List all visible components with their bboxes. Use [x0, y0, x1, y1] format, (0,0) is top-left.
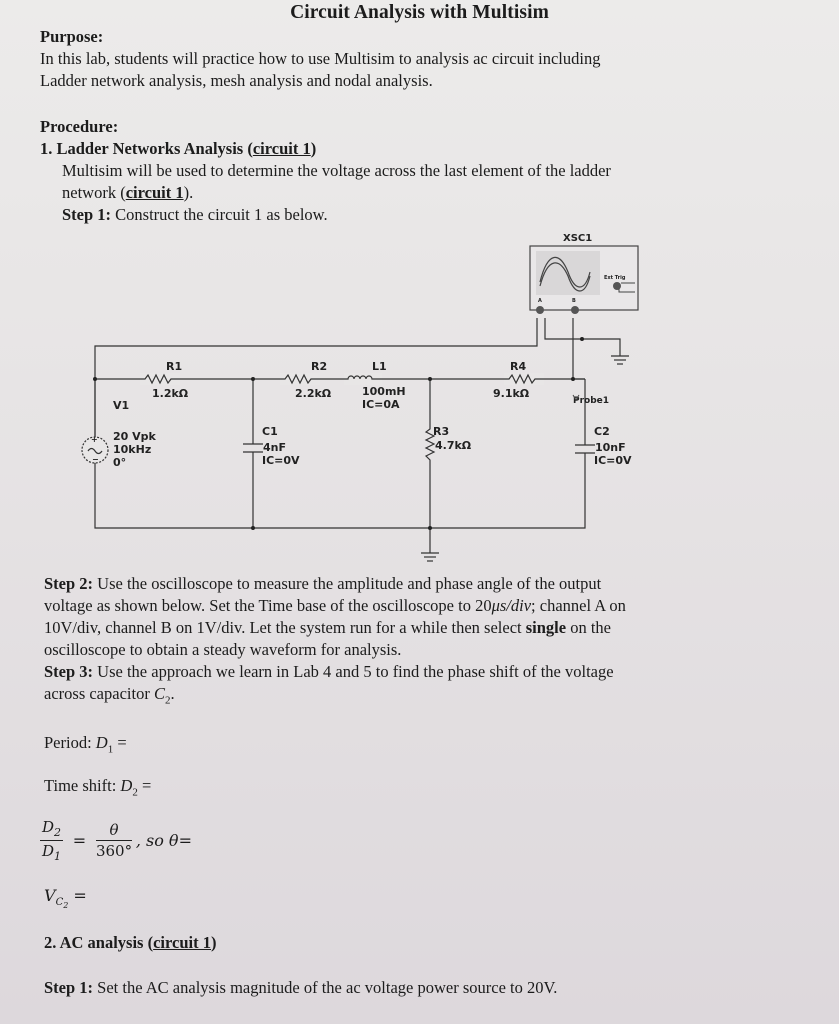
svg-text:+: +	[91, 435, 98, 444]
r3-label: R3	[433, 425, 450, 438]
v1-frequency: 10kHz	[113, 443, 152, 456]
v1-label: V1	[113, 399, 130, 412]
step-2-line-4: oscilloscope to obtain a steady waveform for analysis.	[44, 640, 402, 659]
step-1-text: Construct the circuit 1 as below.	[111, 205, 328, 224]
step-1-label: Step 1:	[62, 205, 112, 224]
step-3-line-2	[44, 683, 804, 711]
theta-over-360	[96, 821, 132, 860]
section-2-step-1-text: Set the AC analysis magnitude of the ac voltage power source to 20V.	[93, 978, 558, 997]
r4-label: R4	[510, 360, 527, 373]
step-2-line-1	[44, 573, 804, 595]
section-2-heading	[44, 933, 217, 953]
vc2-var: V	[44, 886, 56, 905]
step-2-text-2: voltage as shown below. Set the Time base of the oscilloscope to 20	[44, 596, 492, 615]
step-3-text-1: Use the approach we learn in Lab 4 and 5 to find the phase shift of the voltage	[93, 662, 614, 681]
desc-line-1: Multisim will be used to determine the voltage across the last element of the ladder	[62, 161, 611, 180]
step-3-text-2b: .	[170, 684, 175, 703]
ratio-den-sub: 1	[54, 850, 62, 863]
deg-den: 360°	[95, 842, 133, 860]
probe-label: Probe1	[573, 396, 610, 406]
vc2-sub: C	[55, 897, 64, 909]
so-theta: , so θ=	[135, 831, 192, 850]
vc2-line	[44, 886, 87, 910]
v1-phase: 0°	[113, 456, 127, 469]
scope-ext-trig: Ext Trig	[604, 275, 626, 281]
oscilloscope-label: XSC1	[563, 233, 593, 244]
step-2-text-3b: on the	[566, 618, 612, 637]
c2-value: 10nF	[595, 441, 626, 454]
phase-ratio-equation	[40, 818, 192, 863]
r4-value: 9.1kΩ	[493, 387, 530, 400]
time-shift-sub: 2	[132, 786, 138, 799]
c1-label: C1	[262, 425, 278, 438]
section-1-description	[62, 160, 611, 226]
desc-line-2-post: ).	[183, 183, 194, 202]
scope-channel-a: A	[538, 298, 542, 304]
period-sub: 1	[107, 743, 114, 756]
step-2-text-1: Use the oscilloscope to measure the amplitude and phase angle of the output	[93, 574, 602, 593]
step-2-text-2b: ; channel A on	[531, 596, 626, 615]
c2-label: C2	[594, 425, 610, 438]
procedure-heading: Procedure:	[40, 117, 119, 136]
time-shift-var: D	[120, 776, 133, 795]
period-line	[44, 732, 127, 760]
c2-sub: 2	[164, 694, 171, 707]
ratio-num-sub: 2	[54, 826, 62, 839]
section-1-close: )	[310, 139, 317, 158]
ground-icon-circuit	[421, 553, 439, 561]
theta-num: θ	[96, 821, 132, 841]
desc-line-2	[62, 182, 611, 204]
l1-value: 100mH	[362, 385, 406, 398]
r1-value: 1.2kΩ	[152, 387, 189, 400]
circuit-1-link-ac[interactable]: circuit 1	[153, 933, 211, 952]
time-shift-label: Time shift:	[44, 776, 121, 795]
d2-over-d1	[40, 818, 63, 863]
r2-value: 2.2kΩ	[295, 387, 332, 400]
circuit-1-link-inline[interactable]: circuit 1	[125, 183, 184, 202]
ratio-den-var: D	[42, 842, 55, 860]
vc2-eq: =	[68, 886, 87, 905]
period-label: Period:	[44, 733, 96, 752]
step-2-text-3: 10V/div, channel B on 1V/div. Let the system run for a while then select	[44, 618, 526, 637]
c1-ic: IC=0V	[262, 454, 300, 467]
l1-ic: IC=0A	[362, 398, 400, 411]
c1-value: 4nF	[263, 441, 286, 454]
step-3-line-1	[44, 661, 804, 683]
bottom-wire	[95, 379, 585, 528]
period-eq: =	[113, 733, 127, 752]
circuit-1-link[interactable]: circuit 1	[252, 139, 311, 158]
period-var: D	[95, 733, 108, 752]
step-1-line	[62, 204, 611, 226]
page-title: Circuit Analysis with Multisim	[290, 2, 549, 23]
step-2-label: Step 2:	[44, 574, 94, 593]
steps-2-3	[44, 573, 804, 711]
purpose-heading: Purpose:	[40, 27, 104, 46]
step-2-line-3	[44, 617, 804, 639]
l1-label: L1	[372, 360, 387, 373]
section-2-close: )	[211, 933, 217, 952]
step-3-text-2: across capacitor	[44, 684, 154, 703]
time-base-unit: μs/div	[491, 596, 532, 615]
r2-label: R2	[311, 360, 328, 373]
section-2-title: 2. AC analysis (	[44, 933, 154, 952]
purpose-text	[40, 48, 820, 92]
desc-line-2-pre: network (	[62, 183, 126, 202]
v1-amplitude: 20 Vpk	[113, 430, 156, 443]
section-2-step-1	[44, 977, 557, 999]
r3-value: 4.7kΩ	[435, 439, 472, 452]
step-2-line-2	[44, 595, 804, 617]
section-2-step-1-label: Step 1:	[44, 978, 94, 997]
c2-var: C	[153, 684, 165, 703]
section-1-heading	[40, 139, 316, 159]
purpose-line-2: Ladder network analysis, mesh analysis and nodal analysis.	[40, 71, 433, 90]
svg-text:−: −	[92, 455, 99, 464]
section-1-title: 1. Ladder Networks Analysis (	[40, 139, 253, 158]
time-shift-eq: =	[137, 776, 152, 795]
single-keyword: single	[525, 618, 567, 637]
ground-icon-scope	[611, 356, 629, 364]
ratio-equals: =	[72, 831, 87, 850]
time-shift-line	[44, 775, 151, 803]
scope-channel-b: B	[572, 298, 576, 304]
circuit-schematic	[0, 225, 839, 570]
step-3-label: Step 3:	[44, 662, 94, 681]
r1-label: R1	[166, 360, 183, 373]
c2-ic: IC=0V	[594, 454, 632, 467]
ratio-num-var: D	[42, 818, 55, 836]
vc2-subsub: 2	[63, 901, 69, 911]
purpose-line-1: In this lab, students will practice how to use Multisim to analysis ac circuit including	[40, 49, 601, 68]
